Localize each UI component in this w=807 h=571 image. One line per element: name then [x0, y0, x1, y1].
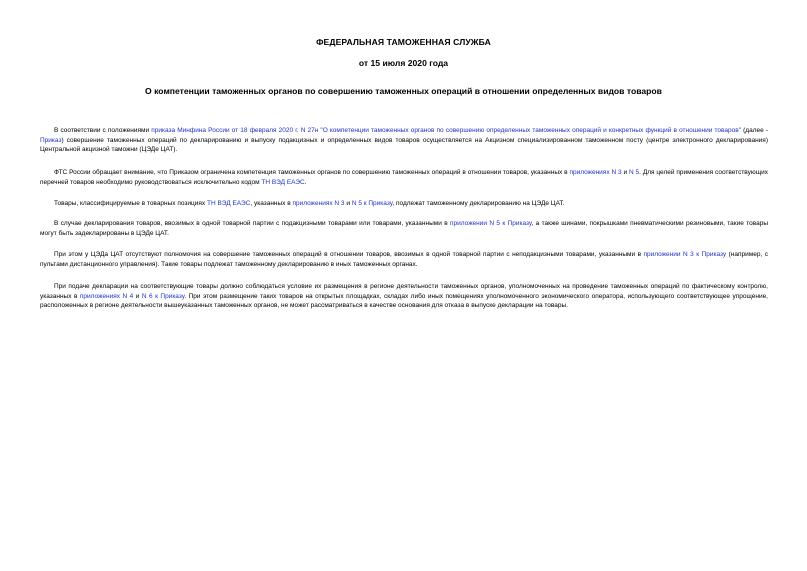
paragraph-text: (далее - — [741, 127, 769, 134]
annex-3-link[interactable]: приложениях N 3 — [292, 200, 345, 207]
paragraph-text: и — [344, 200, 352, 207]
paragraph-text: Товары, классифицируемые в товарных позициях — [54, 200, 207, 207]
paragraph-text: ) совершение таможенных операций по декларированию и выпуску подакцизных и определенных видов товаров осуществляется на Акцизном специализированном таможенном посту (центре электронного декларирования) Центральной акцизной таможни (ЦЭДе ЦАТ). — [40, 136, 768, 154]
annex-4-link[interactable]: приложениях N 4 — [79, 292, 134, 300]
annex-5-link[interactable]: N 5 к Приказу — [351, 200, 393, 207]
paragraph-text: и — [133, 292, 142, 300]
agency-heading: ФЕДЕРАЛЬНАЯ ТАМОЖЕННАЯ СЛУЖБА — [316, 37, 491, 47]
annex-6-link[interactable]: N 6 к Приказу — [141, 292, 185, 300]
document-date: от 15 июля 2020 года — [358, 58, 449, 68]
annex-5-link[interactable]: N 5 — [628, 169, 640, 176]
paragraph-5 — [40, 250, 768, 269]
paragraph-text: , указанных в — [250, 200, 293, 207]
paragraph-6 — [40, 282, 768, 311]
paragraph-text: . — [304, 178, 307, 186]
annex-3-link[interactable]: приложениях N 3 — [569, 169, 622, 176]
order-minfin-link[interactable]: приказа Минфина России от 18 февраля 2020 г. N 27н "О компетенции таможенных органов по совершению определенных таможенных операций и конкретных функций в отношении товаров" — [151, 127, 742, 134]
annex-5-link[interactable]: приложении N 5 к Приказу — [450, 220, 532, 227]
paragraph-text: При этом у ЦЭДа ЦАТ отсутствуют полномочия на совершение таможенных операций в отношении товаров, ввозимых в одной товарной партии с неподакцизными товарами, указанными в — [54, 251, 644, 258]
paragraph-3 — [40, 199, 768, 209]
document-title: О компетенции таможенных органов по совершению таможенных операций в отношении определенных видов товаров — [145, 86, 662, 96]
paragraph-text: В соответствии с положениями — [54, 127, 152, 134]
paragraph-text: , подлежат таможенному декларированию на ЦЭДе ЦАТ. — [392, 200, 565, 207]
paragraph-text: При подаче декларации на соответствующие товары должно соблюдаться условие их размещения в регионе деятельности таможенных органов, уполномоченных на проведение таможенных операций по фактическому контролю, указанных в — [40, 283, 768, 300]
tn-ved-link[interactable]: ТН ВЭД ЕАЭС — [206, 200, 251, 207]
paragraph-1 — [40, 126, 768, 155]
tn-ved-link[interactable]: ТН ВЭД ЕАЭС — [261, 178, 305, 186]
paragraph-text: В случае декларирования товаров, ввозимых в одной товарной партии с подакцизными товарами или товарами, указанными в — [54, 220, 451, 227]
paragraph-text: ФТС России обращает внимание, что Приказом ограничена компетенция таможенных органов по совершению таможенных операций в отношении товаров, указанных в — [54, 169, 570, 176]
paragraph-text: (например, с пультами дистанционного управления). Такие товары подлежат таможенному декларированию в иных таможенных органах. — [40, 251, 768, 268]
paragraph-text: , а также шинами, покрышками пневматическими резиновыми, такие товары могут быть задекларированы в ЦЭДе ЦАТ. — [40, 220, 769, 237]
paragraph-text: . При этом размещение таких товаров на открытых площадках, складах либо иных помещениях уполномоченного экономического оператора, использующего соответствующее упрощение, расположенных в регионе деятельности вышеуказанных таможенных органов, не может рассматриваться в качестве основания для отказа в выпуске декларации на товары. — [40, 292, 768, 310]
paragraph-4 — [40, 219, 768, 238]
order-link[interactable]: Приказ — [40, 136, 62, 144]
paragraph-text: . Для целей применения соответствующих перечней товаров необходимо руководствоваться исключительно кодом — [40, 169, 768, 186]
paragraph-text: и — [621, 169, 629, 176]
annex-3-link[interactable]: приложении N 3 к Приказу — [643, 251, 727, 258]
paragraph-2 — [40, 168, 768, 187]
